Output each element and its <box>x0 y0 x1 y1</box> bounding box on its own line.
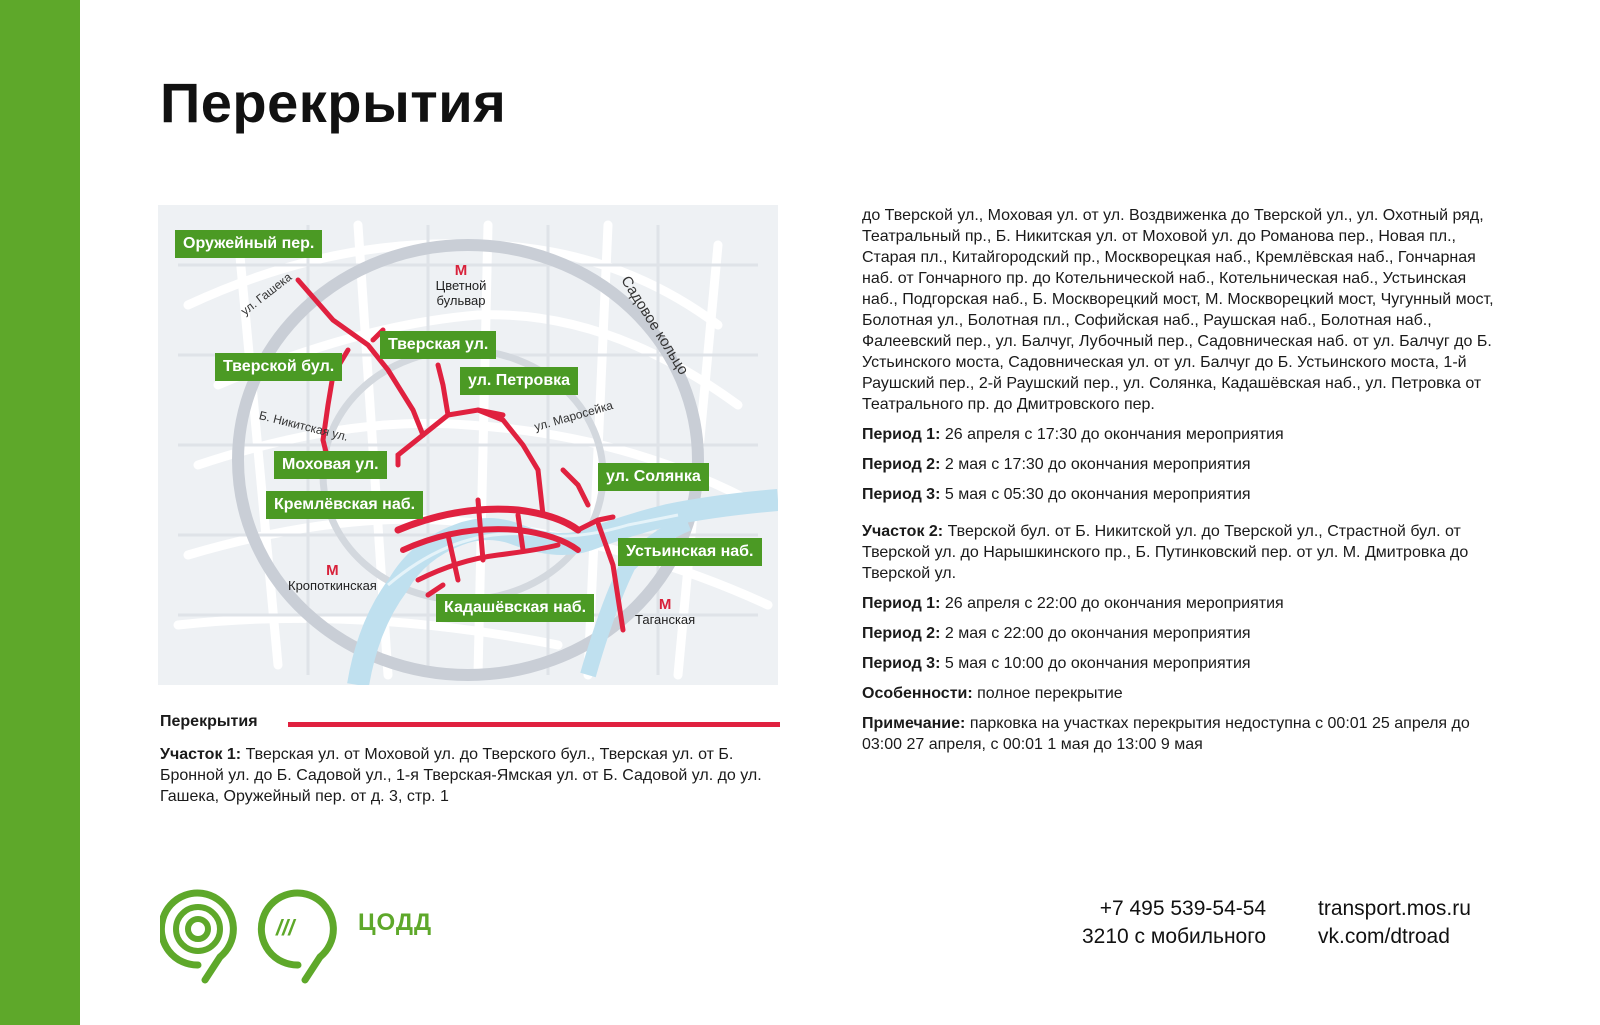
metro-icon: M <box>454 262 468 279</box>
metro-icon: M <box>658 596 672 613</box>
period-1-2: Период 2: 2 мая с 17:30 до окончания мероприятия <box>862 456 1251 473</box>
period-1-3: Период 3: 5 мая с 05:30 до окончания мероприятия <box>862 486 1251 503</box>
map-label-tverskaya: Тверская ул. <box>380 331 496 359</box>
period-2-2: Период 2: 2 мая с 22:00 до окончания мероприятия <box>862 625 1251 642</box>
map-label-mokhovaya: Моховая ул. <box>274 451 387 479</box>
street-b-nikitskaya: Б. Никитская ул. <box>257 408 350 444</box>
features: Особенности: полное перекрытие <box>862 685 1123 702</box>
street-garden-ring: Садовое кольцо <box>617 273 692 378</box>
map-label-oruzheyny: Оружейный пер. <box>175 230 322 258</box>
page-title: Перекрытия <box>160 71 507 134</box>
map-label-tverskoy-blvd: Тверской бул. <box>215 353 342 381</box>
closure-map <box>158 205 778 685</box>
legend-red-line <box>288 722 780 727</box>
legend-label: Перекрытия <box>160 713 258 730</box>
metro-kropotkinskaya: M Кропоткинская <box>288 562 377 593</box>
metro-tsvetnoy: M Цветной бульвар <box>426 263 496 308</box>
metro-icon: M <box>326 562 339 579</box>
mobile-short-number: 3210 с мобильного <box>1082 925 1267 948</box>
right-column <box>862 205 1502 755</box>
contact-phones <box>1082 895 1266 951</box>
street-maroseyka: ул. Маросейка <box>532 398 615 434</box>
phone-number[interactable]: +7 495 539-54-54 <box>1099 897 1267 920</box>
contact-links <box>1318 895 1471 951</box>
section-2-text: Тверской бул. от Б. Никитской ул. до Тверской ул., Страстной бул. от Тверской ул. до Нарышкинского пр., Б. Путинковский пер. от ул. М. Дмитровка до Тверской ул. <box>862 523 1469 582</box>
map-label-petrovka: ул. Петровка <box>460 367 578 395</box>
codd-logo-slashes: /// <box>276 915 295 940</box>
section-1-heading: Участок 1: <box>160 746 242 763</box>
map-label-kadashevskaya: Кадашёвская наб. <box>436 594 594 622</box>
section-2-heading: Участок 2: <box>862 523 944 540</box>
period-2-3: Период 3: 5 мая с 10:00 до окончания мероприятия <box>862 655 1251 672</box>
brand-name: ЦОДД <box>358 909 433 936</box>
section-2 <box>862 521 1502 584</box>
map-legend <box>160 713 780 735</box>
codd-logo-icon <box>261 893 333 980</box>
period-1-1: Период 1: 26 апреля с 17:30 до окончания мероприятия <box>862 426 1284 443</box>
section-1-text: Тверская ул. от Моховой ул. до Тверского бул., Тверская ул. от Б. Бронной ул. до Б. Садовой ул., 1-я Тверская-Ямская ул. от Б. Садовой ул. до ул. Гашека, Оружейный пер. от д. 3, стр. 1 <box>160 746 762 805</box>
period-2-1: Период 1: 26 апреля с 22:00 до окончания мероприятия <box>862 595 1284 612</box>
vk-link[interactable]: vk.com/dtroad <box>1318 925 1450 948</box>
street-gasheka: ул. Гашека <box>238 269 295 319</box>
site-link[interactable]: transport.mos.ru <box>1318 897 1471 920</box>
metro-taganskaya: M Таганская <box>635 596 696 627</box>
section-1 <box>160 744 800 807</box>
map-label-solyanka: ул. Солянка <box>598 463 709 491</box>
note: Примечание: парковка на участках перекрытия недоступна с 00:01 25 апреля до 03:00 27 апреля, с 00:01 1 мая до 13:00 9 мая <box>862 715 1470 753</box>
target-logo-icon <box>161 893 233 980</box>
map-label-ustinskaya: Устьинская наб. <box>618 538 762 566</box>
left-green-bar <box>0 0 80 1025</box>
section-1-continued: до Тверской ул., Моховая ул. от ул. Воздвиженка до Тверской ул., ул. Охотный ряд, Театральный пр., Б. Никитская ул. от Моховой ул. до Романова пер., Новая пл., Старая пл., Китайгородский пр., Москворецкая наб., Кремлёвская наб., Гончарная наб. от Гончарного пр. до Котельнической наб., Котельническая наб., Устьинская наб., Подгорская наб., Б. Москворецкий мост, М. Москворецкий мост, Чугунный мост, Болотная ул., Болотная пл., Софийская наб., Раушская наб., Болотная наб., Фалеевский пер., ул. Балчуг, Лубочный пер., Садовническая наб. от ул. Балчуг до Б. Устьинского моста, Садовническая ул. от ул. Балчуг до Б. Устьинского моста, 1-й Раушский пер., 2-й Раушский пер., ул. Солянка, Кадашёвская наб., ул. Петровка от Театрального пр. до Дмитровского пер. <box>862 207 1494 413</box>
map-label-kremlin-emb: Кремлёвская наб. <box>266 491 423 519</box>
